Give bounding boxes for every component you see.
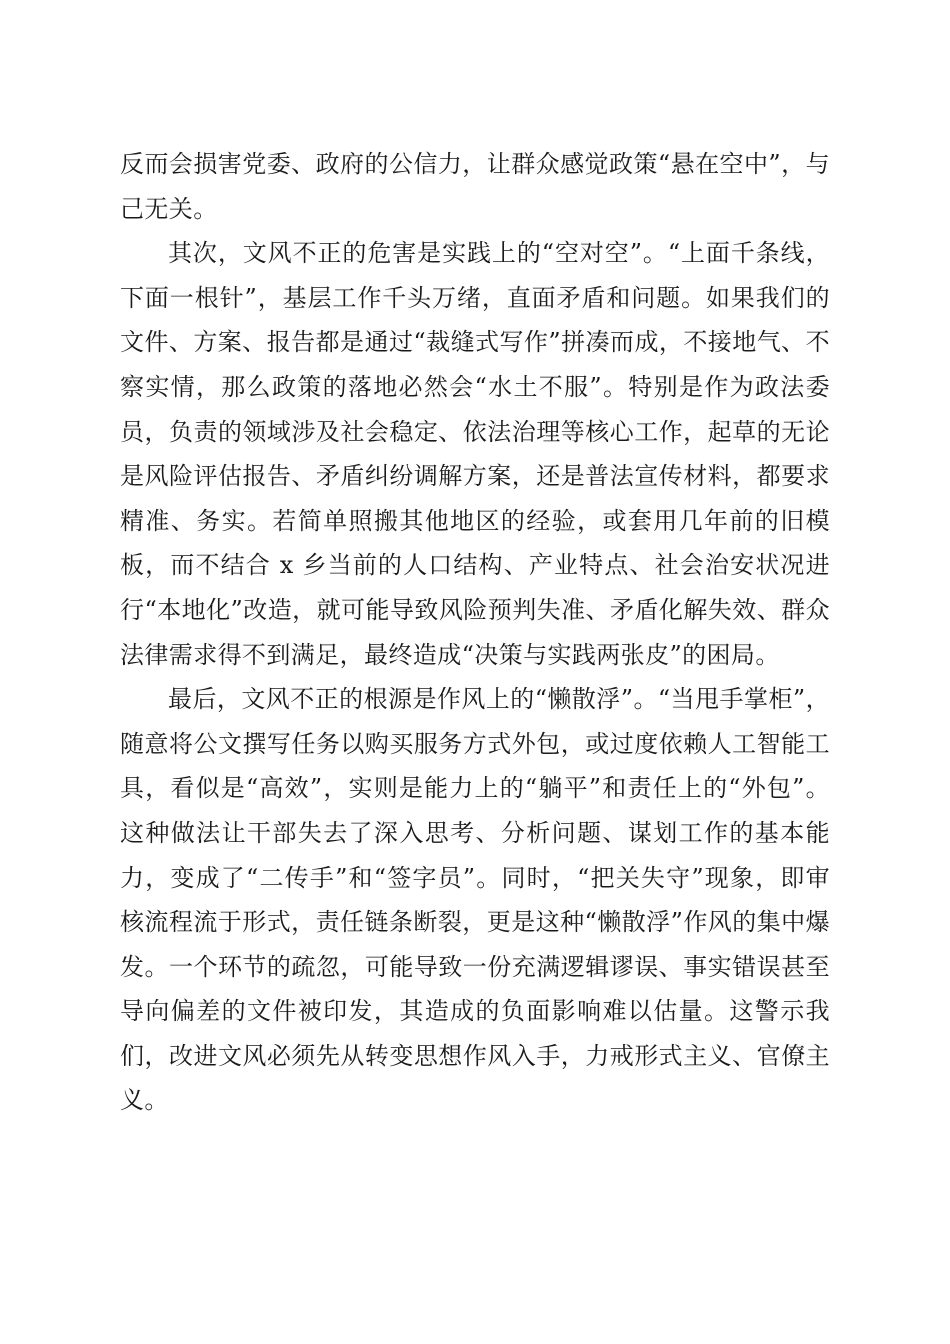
document-body [120,142,830,1123]
paragraph-final-point: 最后，文风不正的根源是作风上的“懒散浮”。“当甩手掌柜”，随意将公文撰写任务以购买服务方式外包，或过度依赖人工智能工具，看似是“高效”，实则是能力上的“躺平”和责任上的“外包”。这种做法让干部失去了深入思考、分析问题、谋划工作的基本能力，变成了“二传手”和“签字员”。同时，“把关失守”现象，即审核流程流于形式，责任链条断裂，更是这种“懒散浮”作风的集中爆发。一个环节的疏忽，可能导致一份充满逻辑谬误、事实错误甚至导向偏差的文件被印发，其造成的负面影响难以估量。这警示我们，改进文风必须先从转变思想作风入手，力戒形式主义、官僚主义。 [120,685,830,1115]
paragraph-continuation: 反而会损害党委、政府的公信力，让群众感觉政策“悬在空中”，与己无关。 [120,150,830,223]
paragraph-second-point: 其次，文风不正的危害是实践上的“空对空”。“上面千条线，下面一根针”，基层工作千头万绪，直面矛盾和问题。如果我们的文件、方案、报告都是通过“裁缝式写作”拼凑而成，不接地气、不察实情，那么政策的落地必然会“水土不服”。特别是作为政法委员，负责的领域涉及社会稳定、依法治理等核心工作，起草的无论是风险评估报告、矛盾纠纷调解方案，还是普法宣传材料，都要求精准、务实。若简单照搬其他地区的经验，或套用几年前的旧模板，而不结合 x 乡当前的人口结构、产业特点、社会治安状况进行“本地化”改造，就可能导致风险预判失准、矛盾化解失效、群众法律需求得不到满足，最终造成“决策与实践两张皮”的困局。 [120,239,830,669]
